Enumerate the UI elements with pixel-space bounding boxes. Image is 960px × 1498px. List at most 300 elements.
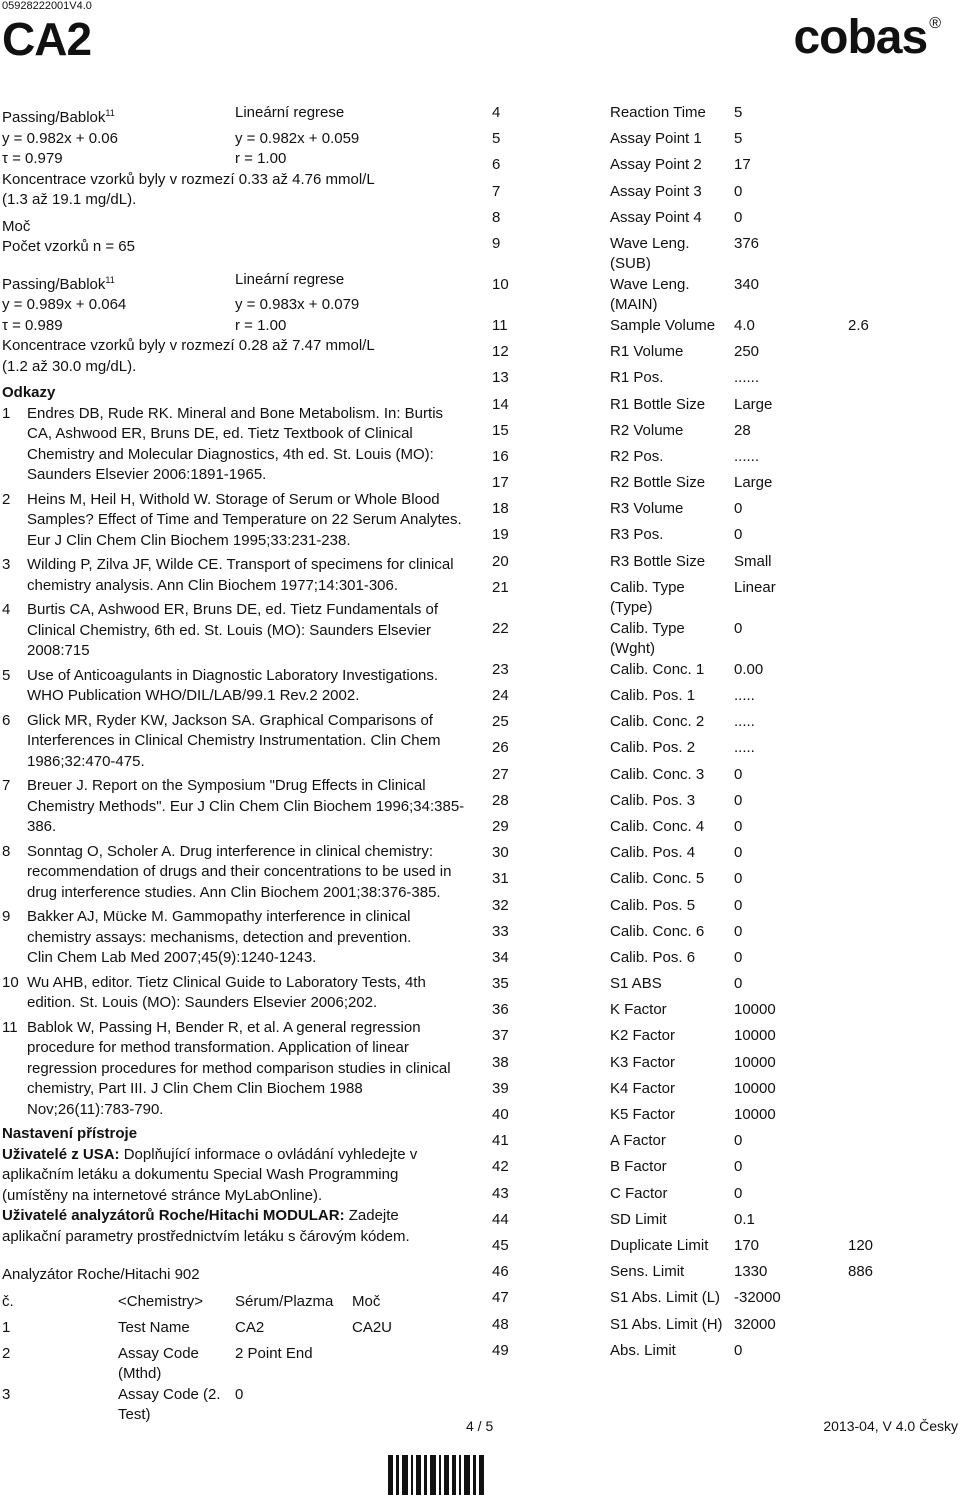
reference-item <box>2 907 472 969</box>
parameter-value-serum: 0 <box>734 791 743 809</box>
serum-pb-equation: y = 0.982x + 0.06 <box>2 129 118 147</box>
reference-citation: Bakker AJ, Mücke M. Gammopathy interference in clinical chemistry assays: mechanisms, detection and prevention. <box>27 908 412 946</box>
parameter-value-serum: ..... <box>734 739 755 757</box>
parameter-row <box>492 1053 878 1079</box>
parameter-row <box>492 1079 878 1105</box>
parameter-name: R2 Volume <box>610 421 684 439</box>
parameter-number: 18 <box>492 500 509 518</box>
parameter-row <box>492 974 878 1000</box>
parameter-row <box>492 869 878 895</box>
parameter-row <box>492 368 878 394</box>
parameter-value-urine <box>848 948 878 974</box>
reference-citation: Glick MR, Ryder KW, Jackson SA. Graphical Comparisons of Interferences in Clinical Chemistry Instrumentation. Clin Chem 1986;32:470-475. <box>27 711 441 770</box>
parameter-row <box>492 395 878 421</box>
parameter-value-serum: 10000 <box>734 1001 776 1019</box>
parameter-name: Wave Leng. (MAIN) <box>610 275 690 314</box>
parameter-row <box>492 791 878 817</box>
parameter-row <box>492 552 878 578</box>
parameter-row <box>492 275 878 316</box>
reference-number: 7 <box>2 777 11 794</box>
parameter-number: 20 <box>492 552 509 570</box>
analyzer-cell-a: 0 <box>235 1385 244 1403</box>
analyzer-cell-p: <Chemistry> <box>118 1292 204 1310</box>
parameter-name: A Factor <box>610 1132 666 1150</box>
parameter-row <box>492 155 878 181</box>
parameter-value-serum: 0 <box>734 975 743 993</box>
parameter-name: K Factor <box>610 1001 667 1019</box>
right-column <box>492 103 878 1367</box>
parameter-name: R1 Volume <box>610 343 684 361</box>
parameter-number: 29 <box>492 817 509 835</box>
reference-item <box>2 404 472 486</box>
parameter-number: 38 <box>492 1053 509 1071</box>
reference-text <box>27 600 467 662</box>
page-number: 4 / 5 <box>466 1418 494 1434</box>
parameter-value-serum: 0 <box>734 844 743 862</box>
analyzer-row <box>2 1292 412 1318</box>
urine-range: Koncentrace vzorků byly v rozmezí 0.28 až 7.47 mmol/L (1.2 až 30.0 mg/dL). <box>2 337 375 375</box>
parameter-number: 39 <box>492 1079 509 1097</box>
parameter-value-urine: 2.6 <box>848 316 869 334</box>
parameter-value-serum: 0 <box>734 208 743 226</box>
reference-number: 3 <box>2 556 11 573</box>
parameter-row <box>492 342 878 368</box>
parameter-value-urine <box>848 208 878 234</box>
parameter-name: Wave Leng. (SUB) <box>610 234 690 273</box>
urine-lr-r: r = 1.00 <box>235 316 287 334</box>
parameter-value-urine: 886 <box>848 1263 874 1281</box>
parameter-name: Calib. Pos. 6 <box>610 948 696 966</box>
parameter-value-serum: 0 <box>734 619 743 637</box>
parameter-value-serum: 0 <box>734 765 743 783</box>
parameter-value-serum: ..... <box>734 687 755 704</box>
parameter-row <box>492 817 878 843</box>
parameter-number: 32 <box>492 896 509 914</box>
parameter-value-serum: 0 <box>734 896 743 914</box>
parameter-value-serum: 32000 <box>734 1315 776 1333</box>
analyzer-row <box>2 1344 412 1385</box>
analyzer-cell-n: č. <box>2 1292 14 1310</box>
parameter-number: 25 <box>492 713 509 731</box>
parameter-row <box>492 182 878 208</box>
analyzer-row <box>2 1318 412 1344</box>
parameter-value-serum: ...... <box>734 447 760 465</box>
parameter-value-urine <box>848 155 878 181</box>
usa-note: Uživatelé z USA: Doplňující informace o ovládání vyhledejte v aplikačním letáku a dokumentu Special Wash Programming (umístěny na internetové stránce MyLabOnline). <box>2 1145 418 1204</box>
reference-item <box>2 711 472 773</box>
analyzer-cell-a: 2 Point End <box>235 1344 313 1362</box>
parameter-name: Assay Point 4 <box>610 208 702 226</box>
parameter-row <box>492 1157 878 1183</box>
reference-text <box>27 973 467 1014</box>
parameter-value-serum: 0 <box>734 182 743 200</box>
parameter-name: R2 Pos. <box>610 447 664 465</box>
parameter-row <box>492 1236 878 1262</box>
reference-text <box>27 555 467 596</box>
parameter-row <box>492 1105 878 1131</box>
reference-number: 5 <box>2 666 11 684</box>
reference-citation: Use of Anticoagulants in Diagnostic Laboratory Investigations. WHO Publication WHO/DIL/LAB/99.1 Rev.2 2002. <box>27 666 439 704</box>
parameter-value-serum: 0.00 <box>734 660 764 678</box>
parameter-value-urine <box>848 1210 878 1236</box>
parameter-value-urine <box>848 525 878 551</box>
parameter-value-serum: 17 <box>734 156 751 174</box>
parameter-name: Calib. Type (Type) <box>610 578 685 617</box>
reference-citation: Bablok W, Passing H, Bender R, et al. A general regression procedure for method transformation. Application of linear regression procedures for method comparison studies in clinical chemistry, Part III. J Clin Chem Clin Biochem 1988 Nov;26(11):783-790. <box>27 1018 451 1118</box>
reference-citation: Endres DB, Rude RK. Mineral and Bone Metabolism. In: Burtis CA, Ashwood ER, Bruns DE, ed. Tietz Textbook of Clinical Chemistry and Molecular Diagnostics, 4th ed. St. Louis (MO): Saunders Elsevier 2006:1891-1965. <box>27 404 444 483</box>
parameter-name: C Factor <box>610 1184 668 1202</box>
parameter-name: Calib. Conc. 3 <box>610 765 705 783</box>
parameter-number: 10 <box>492 275 509 293</box>
parameter-number: 30 <box>492 844 509 862</box>
parameter-value-serum: 376 <box>734 234 760 252</box>
parameter-number: 27 <box>492 765 509 783</box>
barcode-image <box>388 1455 488 1495</box>
parameter-number: 16 <box>492 447 509 465</box>
parameter-value-serum: 0 <box>734 500 743 518</box>
parameter-name: Sens. Limit <box>610 1263 685 1281</box>
parameter-row <box>492 896 878 922</box>
parameter-value-urine <box>848 896 878 922</box>
parameter-name: Calib. Pos. 2 <box>610 739 696 757</box>
parameter-name: K4 Factor <box>610 1079 676 1097</box>
parameter-number: 11 <box>492 316 508 334</box>
brand-logo <box>793 10 940 65</box>
parameter-number: 12 <box>492 343 509 361</box>
reference-citation: Wilding P, Zilva JF, Wilde CE. Transport of specimens for clinical chemistry analysis. Ann Clin Biochem 1977;14:301-306. <box>27 556 454 594</box>
parameter-value-urine <box>848 473 878 499</box>
parameter-number: 47 <box>492 1289 509 1307</box>
reference-citation: Sonntag O, Scholer A. Drug interference in clinical chemistry: recommendation of drugs and their concentrations to be used in drug interference studies. Ann Clin Biochem 2001;38:376-385. <box>27 842 452 901</box>
parameter-row <box>492 234 878 275</box>
parameter-number: 21 <box>492 578 509 596</box>
parameter-value-serum: Large <box>734 395 773 413</box>
parameter-value-serum: 0 <box>734 870 743 888</box>
parameter-number: 8 <box>492 208 501 226</box>
parameter-value-urine <box>848 1079 878 1105</box>
parameter-name: R3 Volume <box>610 500 684 518</box>
document-title: CA2 <box>2 13 92 65</box>
parameter-number: 17 <box>492 474 509 492</box>
analyzer-cell-b <box>352 1385 412 1426</box>
parameter-value-urine <box>848 869 878 895</box>
parameter-number: 44 <box>492 1210 509 1228</box>
parameter-name: Assay Point 1 <box>610 130 702 148</box>
urine-pb-equation: y = 0.989x + 0.064 <box>2 296 127 313</box>
urine-pb-label: Passing/Bablok$^{11}$ <box>2 274 115 293</box>
parameter-name: S1 ABS <box>610 975 662 993</box>
reference-item <box>2 1018 472 1121</box>
parameter-row <box>492 1288 878 1314</box>
analyzer-cell-p: Assay Code (Mthd) <box>118 1344 199 1382</box>
parameter-row <box>492 316 878 342</box>
parameter-value-urine: 120 <box>848 1236 874 1254</box>
registered-mark: ® <box>929 15 940 32</box>
parameter-row <box>492 948 878 974</box>
parameter-value-urine <box>848 922 878 948</box>
parameter-value-urine <box>848 395 878 421</box>
parameter-value-serum: 10000 <box>734 1106 776 1123</box>
analyzer-title: Analyzátor Roche/Hitachi 902 <box>2 1266 200 1283</box>
parameter-name: S1 Abs. Limit (H) <box>610 1315 723 1333</box>
parameter-value-urine <box>848 712 878 738</box>
parameter-value-serum: Large <box>734 474 773 492</box>
parameter-name: R2 Bottle Size <box>610 474 706 492</box>
parameter-name: K5 Factor <box>610 1106 676 1123</box>
reference-number: 11 <box>2 1018 18 1036</box>
parameter-row <box>492 499 878 525</box>
parameter-number: 5 <box>492 130 501 148</box>
reference-item <box>2 555 472 596</box>
reference-item <box>2 973 472 1014</box>
parameter-row <box>492 765 878 791</box>
parameter-value-urine <box>848 1000 878 1026</box>
analyzer-cell-a: Sérum/Plazma <box>235 1292 334 1310</box>
parameter-name: R3 Bottle Size <box>610 552 706 570</box>
parameter-name: Calib. Conc. 1 <box>610 660 705 678</box>
parameter-row <box>492 738 878 764</box>
reference-text <box>27 842 467 904</box>
parameter-row <box>492 1341 878 1367</box>
serum-pb-tau: τ = 0.979 <box>2 150 63 167</box>
analyzer-cell-p: Assay Code (2. Test) <box>118 1385 221 1423</box>
parameter-row <box>492 660 878 686</box>
parameter-value-urine <box>848 578 878 619</box>
parameter-value-serum: 0 <box>734 526 743 544</box>
reference-text <box>27 907 467 969</box>
parameter-value-urine <box>848 421 878 447</box>
parameter-row <box>492 843 878 869</box>
parameter-number: 15 <box>492 421 509 439</box>
reference-item <box>2 490 472 552</box>
parameter-name: Abs. Limit <box>610 1341 676 1359</box>
parameter-name: R1 Pos. <box>610 369 664 387</box>
parameter-value-serum: ...... <box>734 369 760 387</box>
parameter-row <box>492 686 878 712</box>
serum-lr-r: r = 1.00 <box>235 150 287 167</box>
parameter-number: 9 <box>492 234 501 252</box>
modular-note: Uživatelé analyzátorů Roche/Hitachi MODULAR: Zadejte aplikační parametry prostřednictvím letáku s čárovým kódem. <box>2 1207 410 1245</box>
reference-text <box>27 404 467 486</box>
reference-citation: Burtis CA, Ashwood ER, Bruns DE, ed. Tietz Fundamentals of Clinical Chemistry, 6th ed. St. Louis (MO): Saunders Elsevier 2008:715 <box>27 601 439 659</box>
parameter-row <box>492 712 878 738</box>
parameter-row <box>492 129 878 155</box>
parameter-value-serum: 5 <box>734 104 743 121</box>
parameter-row <box>492 473 878 499</box>
parameter-value-serum: -32000 <box>734 1289 781 1307</box>
parameter-row <box>492 1210 878 1236</box>
serum-lr-label: Lineární regrese <box>235 104 345 121</box>
analyzer-cell-b <box>352 1344 412 1385</box>
parameter-row <box>492 1262 878 1288</box>
parameter-value-serum: 0 <box>734 1184 743 1202</box>
parameter-number: 43 <box>492 1184 509 1202</box>
reference-citation: Breuer J. Report on the Symposium "Drug Effects in Clinical Chemistry Methods". Eur J Clin Chem Clin Biochem 1996;34:385-386. <box>27 777 465 835</box>
parameter-number: 34 <box>492 948 509 966</box>
parameter-name: Assay Point 2 <box>610 156 702 174</box>
parameter-row <box>492 578 878 619</box>
parameter-number: 40 <box>492 1106 509 1123</box>
parameter-number: 6 <box>492 156 501 174</box>
parameter-number: 14 <box>492 395 509 413</box>
references-heading: Odkazy <box>2 384 56 401</box>
parameter-value-serum: ..... <box>734 713 755 731</box>
parameter-value-urine <box>848 843 878 869</box>
reference-number: 1 <box>2 404 11 422</box>
parameter-number: 41 <box>492 1132 509 1150</box>
parameter-name: Calib. Conc. 6 <box>610 922 705 940</box>
parameter-value-serum: 0 <box>734 922 743 940</box>
parameter-name: SD Limit <box>610 1210 667 1228</box>
parameter-value-serum: 1330 <box>734 1263 768 1281</box>
parameter-name: B Factor <box>610 1158 667 1176</box>
parameter-value-serum: 340 <box>734 275 760 293</box>
parameter-value-urine <box>848 275 878 316</box>
urine-lr-label: Lineární regrese <box>235 270 345 288</box>
parameters-table <box>492 103 878 1367</box>
reference-number: 8 <box>2 842 11 860</box>
parameter-name: Reaction Time <box>610 104 706 121</box>
parameter-value-urine <box>848 1131 878 1157</box>
urine-lr-equation: y = 0.983x + 0.079 <box>235 296 360 313</box>
parameter-value-urine <box>848 342 878 368</box>
parameter-value-serum: Small <box>734 552 772 570</box>
parameter-value-serum: 250 <box>734 343 760 361</box>
reference-text <box>27 776 467 838</box>
parameter-number: 22 <box>492 619 509 637</box>
analyzer-row <box>2 1385 412 1426</box>
parameter-number: 4 <box>492 104 501 121</box>
reference-text <box>27 666 467 707</box>
parameter-number: 46 <box>492 1263 509 1281</box>
parameter-value-serum: 0 <box>734 817 743 835</box>
parameter-value-urine <box>848 974 878 1000</box>
parameter-value-urine <box>848 234 878 275</box>
reference-item <box>2 842 472 904</box>
footer-version: 2013-04, V 4.0 Česky <box>823 1418 958 1434</box>
parameter-row <box>492 447 878 473</box>
parameter-number: 36 <box>492 1001 509 1019</box>
parameter-value-urine <box>848 686 878 712</box>
parameter-value-urine <box>848 738 878 764</box>
parameter-name: Calib. Conc. 4 <box>610 817 705 835</box>
parameter-row <box>492 103 878 129</box>
parameter-name: Calib. Pos. 4 <box>610 844 696 862</box>
parameter-row <box>492 1000 878 1026</box>
parameter-value-serum: 10000 <box>734 1053 776 1071</box>
parameter-value-urine <box>848 765 878 791</box>
analyzer-cell-n: 1 <box>2 1318 11 1336</box>
parameter-value-serum: 10000 <box>734 1027 776 1045</box>
reference-text <box>27 1018 467 1121</box>
parameter-row <box>492 1026 878 1052</box>
reference-number: 6 <box>2 711 11 729</box>
analyzer-cell-n: 3 <box>2 1385 11 1403</box>
parameter-value-serum: 0 <box>734 1132 743 1150</box>
parameter-value-urine <box>848 103 878 129</box>
reference-number: 2 <box>2 490 11 508</box>
parameter-row <box>492 922 878 948</box>
parameter-row <box>492 1184 878 1210</box>
parameter-number: 26 <box>492 739 509 757</box>
parameter-value-urine <box>848 447 878 473</box>
parameter-value-serum: 10000 <box>734 1079 776 1097</box>
parameter-value-urine <box>848 817 878 843</box>
parameter-name: Calib. Pos. 3 <box>610 791 696 809</box>
parameter-value-serum: 5 <box>734 130 743 148</box>
parameter-number: 24 <box>492 687 509 704</box>
parameter-value-urine <box>848 1105 878 1131</box>
parameter-name: K2 Factor <box>610 1027 676 1045</box>
doc-id: 05928222001V4.0 <box>2 0 92 12</box>
parameter-value-urine <box>848 1315 878 1341</box>
parameter-number: 31 <box>492 870 509 888</box>
analyzer-cell-n: 2 <box>2 1344 11 1362</box>
parameter-number: 49 <box>492 1341 509 1359</box>
parameter-number: 42 <box>492 1158 509 1176</box>
reference-item <box>2 776 472 838</box>
analyzer-table <box>2 1292 412 1426</box>
parameter-value-urine <box>848 791 878 817</box>
analyzer-cell-b: Moč <box>352 1292 381 1310</box>
parameter-name: S1 Abs. Limit (L) <box>610 1289 721 1307</box>
serum-pb-label: Passing/Bablok$^{11}$ <box>2 108 115 126</box>
reference-text <box>27 490 467 552</box>
urine-label: Moč <box>2 217 31 235</box>
parameter-number: 45 <box>492 1236 509 1254</box>
parameter-number: 13 <box>492 369 509 387</box>
parameter-value-serum: Linear <box>734 578 776 596</box>
parameter-value-urine <box>848 368 878 394</box>
parameter-value-urine <box>848 619 878 660</box>
analyzer-cell-b: CA2U <box>352 1318 393 1336</box>
parameter-row <box>492 619 878 660</box>
parameter-value-urine <box>848 660 878 686</box>
reference-citation: Wu AHB, editor. Tietz Clinical Guide to Laboratory Tests, 4th edition. St. Louis (MO): Saunders Elsevier 2006;202. <box>27 973 426 1011</box>
parameter-row <box>492 421 878 447</box>
reference-item <box>2 600 472 662</box>
serum-method-comparison <box>2 103 472 211</box>
parameter-name: Calib. Pos. 1 <box>610 687 696 704</box>
parameter-name: Duplicate Limit <box>610 1236 709 1254</box>
urine-method-comparison <box>2 270 472 378</box>
parameter-value-serum: 4.0 <box>734 316 755 334</box>
parameter-name: R1 Bottle Size <box>610 395 706 413</box>
analyzer-cell-a: CA2 <box>235 1318 265 1336</box>
settings-heading: Nastavení přístroje <box>2 1125 138 1142</box>
parameter-value-serum: 0 <box>734 948 743 966</box>
reference-text <box>27 711 467 773</box>
urine-sample-count: Počet vzorků n = 65 <box>2 238 135 255</box>
parameter-name: R3 Pos. <box>610 526 664 544</box>
analyzer-cell-p: Test Name <box>118 1318 190 1336</box>
parameter-number: 28 <box>492 791 509 809</box>
parameter-value-urine <box>848 129 878 155</box>
reference-list <box>2 404 472 1121</box>
parameter-number: 23 <box>492 660 509 678</box>
parameter-value-urine <box>848 1288 878 1314</box>
parameter-name: K3 Factor <box>610 1053 676 1071</box>
parameter-value-urine <box>848 552 878 578</box>
reference-number: 9 <box>2 908 11 925</box>
parameter-name: Assay Point 3 <box>610 182 702 200</box>
parameter-number: 33 <box>492 922 509 940</box>
reference-citation: Heins M, Heil H, Withold W. Storage of Serum or Whole Blood Samples? Effect of Time and Temperature on 22 Serum Analytes. Eur J Clin Chem Clin Biochem 1995;33:231-238. <box>27 490 462 549</box>
reference-number: 10 <box>2 973 19 991</box>
parameter-row <box>492 208 878 234</box>
parameter-name: Sample Volume <box>610 316 716 334</box>
parameter-value-urine <box>848 1157 878 1183</box>
